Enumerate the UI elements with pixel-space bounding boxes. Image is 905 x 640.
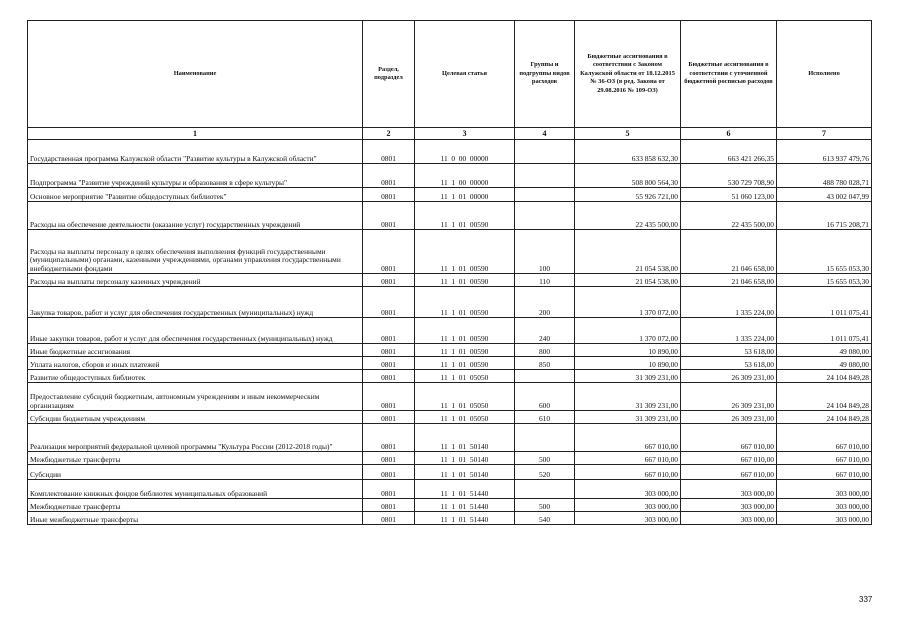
row-target-article: 11 1 01 05050 bbox=[415, 383, 515, 411]
column-number: 5 bbox=[575, 128, 681, 140]
row-roster-amount: 303 000,00 bbox=[681, 512, 777, 525]
row-target-article: 11 1 01 00590 bbox=[415, 344, 515, 357]
row-roster-amount: 26 309 231,00 bbox=[681, 411, 777, 424]
row-executed-amount: 488 780 028,71 bbox=[777, 164, 872, 188]
row-roster-amount: 667 010,00 bbox=[681, 452, 777, 465]
row-roster-amount: 53 618,00 bbox=[681, 357, 777, 370]
row-law-amount: 1 370 072,00 bbox=[575, 287, 681, 318]
row-law-amount: 303 000,00 bbox=[575, 499, 681, 512]
row-target-article: 11 1 01 05050 bbox=[415, 370, 515, 383]
row-executed-amount: 24 104 849,28 bbox=[777, 411, 872, 424]
row-law-amount: 31 309 231,00 bbox=[575, 411, 681, 424]
row-target-article: 11 1 01 51440 bbox=[415, 499, 515, 512]
row-expense-group bbox=[515, 424, 575, 452]
table-row bbox=[28, 230, 872, 274]
row-expense-group: 850 bbox=[515, 357, 575, 370]
row-law-amount: 10 890,00 bbox=[575, 344, 681, 357]
row-section: 0801 bbox=[363, 424, 415, 452]
row-expense-group: 240 bbox=[515, 318, 575, 344]
row-target-article: 11 1 01 51440 bbox=[415, 480, 515, 499]
row-executed-amount: 303 000,00 bbox=[777, 512, 872, 525]
row-section: 0801 bbox=[363, 357, 415, 370]
row-expense-group bbox=[515, 202, 575, 230]
table-row bbox=[28, 512, 872, 525]
table-row bbox=[28, 318, 872, 344]
table-row bbox=[28, 357, 872, 370]
header-roster-allocations: Бюджетные ассигнования в соответствии с уточненной бюджетной росписью расходов bbox=[681, 21, 777, 128]
table-row bbox=[28, 274, 872, 287]
row-executed-amount: 303 000,00 bbox=[777, 499, 872, 512]
row-expense-group bbox=[515, 140, 575, 164]
row-section: 0801 bbox=[363, 140, 415, 164]
header-section: Раздел, подраздел bbox=[363, 21, 415, 128]
column-number: 1 bbox=[28, 128, 363, 140]
row-roster-amount: 663 421 266,35 bbox=[681, 140, 777, 164]
row-section: 0801 bbox=[363, 512, 415, 525]
row-executed-amount: 613 937 479,76 bbox=[777, 140, 872, 164]
header-row bbox=[28, 21, 872, 128]
row-law-amount: 55 926 721,00 bbox=[575, 188, 681, 202]
row-target-article: 11 1 01 00590 bbox=[415, 202, 515, 230]
table-row bbox=[28, 287, 872, 318]
row-name: Субсидии bbox=[28, 465, 363, 480]
budget-table bbox=[27, 20, 872, 525]
row-section: 0801 bbox=[363, 452, 415, 465]
row-section: 0801 bbox=[363, 344, 415, 357]
row-target-article: 11 1 01 50140 bbox=[415, 465, 515, 480]
row-expense-group: 110 bbox=[515, 274, 575, 287]
row-expense-group: 540 bbox=[515, 512, 575, 525]
row-expense-group: 200 bbox=[515, 287, 575, 318]
row-name: Субсидии бюджетным учреждениям bbox=[28, 411, 363, 424]
header-law-allocations: Бюджетные ассигнования в соответствии с Законом Калужской области от 18.12.2015 № 36-ОЗ (в ред. Закона от 29.08.2016 № 109-ОЗ) bbox=[575, 21, 681, 128]
row-expense-group bbox=[515, 188, 575, 202]
table-row bbox=[28, 499, 872, 512]
row-expense-group bbox=[515, 480, 575, 499]
row-name: Расходы на обеспечение деятельности (оказание услуг) государственных учреждений bbox=[28, 202, 363, 230]
row-law-amount: 667 010,00 bbox=[575, 452, 681, 465]
row-roster-amount: 21 046 658,00 bbox=[681, 274, 777, 287]
row-expense-group: 520 bbox=[515, 465, 575, 480]
column-number: 7 bbox=[777, 128, 872, 140]
row-name: Государственная программа Калужской области "Развитие культуры в Калужской области" bbox=[28, 140, 363, 164]
row-target-article: 11 1 01 00590 bbox=[415, 357, 515, 370]
row-executed-amount: 303 000,00 bbox=[777, 480, 872, 499]
row-roster-amount: 53 618,00 bbox=[681, 344, 777, 357]
row-roster-amount: 667 010,00 bbox=[681, 424, 777, 452]
row-section: 0801 bbox=[363, 202, 415, 230]
table-row bbox=[28, 383, 872, 411]
row-target-article: 11 1 01 50140 bbox=[415, 452, 515, 465]
row-executed-amount: 1 011 075,41 bbox=[777, 318, 872, 344]
column-number-row bbox=[28, 128, 872, 140]
row-law-amount: 21 054 538,00 bbox=[575, 274, 681, 287]
row-roster-amount: 21 046 658,00 bbox=[681, 230, 777, 274]
row-name: Иные закупки товаров, работ и услуг для обеспечения государственных (муниципальных) нужд bbox=[28, 318, 363, 344]
row-law-amount: 303 000,00 bbox=[575, 480, 681, 499]
row-executed-amount: 15 655 053,30 bbox=[777, 230, 872, 274]
row-executed-amount: 15 655 053,30 bbox=[777, 274, 872, 287]
table-row bbox=[28, 424, 872, 452]
column-number: 2 bbox=[363, 128, 415, 140]
row-roster-amount: 303 000,00 bbox=[681, 480, 777, 499]
row-name: Иные бюджетные ассигнования bbox=[28, 344, 363, 357]
row-name: Уплата налогов, сборов и иных платежей bbox=[28, 357, 363, 370]
row-section: 0801 bbox=[363, 188, 415, 202]
table-row bbox=[28, 202, 872, 230]
column-number: 4 bbox=[515, 128, 575, 140]
row-name: Расходы на выплаты персоналу казенных учреждений bbox=[28, 274, 363, 287]
row-executed-amount: 24 104 849,28 bbox=[777, 370, 872, 383]
row-name: Реализация мероприятий федеральной целевой программы "Культура России (2012-2018 годы)" bbox=[28, 424, 363, 452]
table-row bbox=[28, 188, 872, 202]
table-row bbox=[28, 344, 872, 357]
row-name: Закупка товаров, работ и услуг для обеспечения государственных (муниципальных) нужд bbox=[28, 287, 363, 318]
row-section: 0801 bbox=[363, 383, 415, 411]
row-target-article: 11 0 00 00000 bbox=[415, 140, 515, 164]
row-section: 0801 bbox=[363, 287, 415, 318]
row-target-article: 11 1 01 00590 bbox=[415, 318, 515, 344]
row-section: 0801 bbox=[363, 370, 415, 383]
row-target-article: 11 1 01 05050 bbox=[415, 411, 515, 424]
row-target-article: 11 1 00 00000 bbox=[415, 164, 515, 188]
table-row bbox=[28, 411, 872, 424]
row-executed-amount: 24 104 849,28 bbox=[777, 383, 872, 411]
row-target-article: 11 1 01 00590 bbox=[415, 230, 515, 274]
column-number: 6 bbox=[681, 128, 777, 140]
row-executed-amount: 16 715 208,71 bbox=[777, 202, 872, 230]
row-roster-amount: 22 435 500,00 bbox=[681, 202, 777, 230]
row-law-amount: 31 309 231,00 bbox=[575, 383, 681, 411]
row-section: 0801 bbox=[363, 411, 415, 424]
row-executed-amount: 49 080,00 bbox=[777, 357, 872, 370]
row-executed-amount: 667 010,00 bbox=[777, 424, 872, 452]
row-name: Подпрограмма "Развитие учреждений культуры и образования в сфере культуры" bbox=[28, 164, 363, 188]
row-roster-amount: 303 000,00 bbox=[681, 499, 777, 512]
header-executed: Исполнено bbox=[777, 21, 872, 128]
row-law-amount: 21 054 538,00 bbox=[575, 230, 681, 274]
row-law-amount: 31 309 231,00 bbox=[575, 370, 681, 383]
row-name: Межбюджетные трансферты bbox=[28, 452, 363, 465]
row-expense-group bbox=[515, 164, 575, 188]
row-expense-group: 100 bbox=[515, 230, 575, 274]
table-row bbox=[28, 452, 872, 465]
row-name: Развитие общедоступных библиотек bbox=[28, 370, 363, 383]
row-law-amount: 667 010,00 bbox=[575, 465, 681, 480]
row-expense-group bbox=[515, 370, 575, 383]
row-target-article: 11 1 01 51440 bbox=[415, 512, 515, 525]
row-expense-group: 500 bbox=[515, 452, 575, 465]
row-expense-group: 610 bbox=[515, 411, 575, 424]
table-row bbox=[28, 370, 872, 383]
row-roster-amount: 530 729 708,90 bbox=[681, 164, 777, 188]
row-roster-amount: 51 060 123,00 bbox=[681, 188, 777, 202]
row-executed-amount: 1 011 075,41 bbox=[777, 287, 872, 318]
table-row bbox=[28, 140, 872, 164]
row-name: Иные межбюджетные трансферты bbox=[28, 512, 363, 525]
row-roster-amount: 26 309 231,00 bbox=[681, 383, 777, 411]
row-name: Комплектование книжных фондов библиотек муниципальных образований bbox=[28, 480, 363, 499]
row-section: 0801 bbox=[363, 499, 415, 512]
row-section: 0801 bbox=[363, 465, 415, 480]
row-target-article: 11 1 01 00590 bbox=[415, 274, 515, 287]
row-section: 0801 bbox=[363, 318, 415, 344]
row-executed-amount: 49 080,00 bbox=[777, 344, 872, 357]
row-law-amount: 1 370 072,00 bbox=[575, 318, 681, 344]
table-row bbox=[28, 465, 872, 480]
row-roster-amount: 667 010,00 bbox=[681, 465, 777, 480]
row-law-amount: 633 858 632,30 bbox=[575, 140, 681, 164]
row-name: Межбюджетные трансферты bbox=[28, 499, 363, 512]
row-executed-amount: 667 010,00 bbox=[777, 465, 872, 480]
row-law-amount: 667 010,00 bbox=[575, 424, 681, 452]
table-row bbox=[28, 480, 872, 499]
row-name: Расходы на выплаты персоналу в целях обеспечения выполнения функций государственными (муниципальными) органами, казенными учреждениями, органами управления государственными внебюджетными фондами bbox=[28, 230, 363, 274]
row-law-amount: 10 890,00 bbox=[575, 357, 681, 370]
row-law-amount: 22 435 500,00 bbox=[575, 202, 681, 230]
row-target-article: 11 1 01 00000 bbox=[415, 188, 515, 202]
row-expense-group: 500 bbox=[515, 499, 575, 512]
row-section: 0801 bbox=[363, 480, 415, 499]
row-expense-group: 600 bbox=[515, 383, 575, 411]
row-section: 0801 bbox=[363, 164, 415, 188]
row-name: Основное мероприятие "Развитие общедоступных библиотек" bbox=[28, 188, 363, 202]
row-executed-amount: 667 010,00 bbox=[777, 452, 872, 465]
row-target-article: 11 1 01 00590 bbox=[415, 287, 515, 318]
row-roster-amount: 26 309 231,00 bbox=[681, 370, 777, 383]
row-law-amount: 303 000,00 bbox=[575, 512, 681, 525]
row-roster-amount: 1 335 224,00 bbox=[681, 287, 777, 318]
header-target-article: Целевая статья bbox=[415, 21, 515, 128]
row-executed-amount: 43 002 047,99 bbox=[777, 188, 872, 202]
header-expense-groups: Группы и подгруппы видов расходов bbox=[515, 21, 575, 128]
row-law-amount: 508 800 564,30 bbox=[575, 164, 681, 188]
row-roster-amount: 1 335 224,00 bbox=[681, 318, 777, 344]
row-expense-group: 800 bbox=[515, 344, 575, 357]
page-number: 337 bbox=[859, 595, 873, 604]
row-section: 0801 bbox=[363, 274, 415, 287]
header-name: Наименование bbox=[28, 21, 363, 128]
row-section: 0801 bbox=[363, 230, 415, 274]
row-target-article: 11 1 01 50140 bbox=[415, 424, 515, 452]
row-name: Предоставление субсидий бюджетным, автономным учреждениям и иным некоммерческим организациям bbox=[28, 383, 363, 411]
column-number: 3 bbox=[415, 128, 515, 140]
table-row bbox=[28, 164, 872, 188]
